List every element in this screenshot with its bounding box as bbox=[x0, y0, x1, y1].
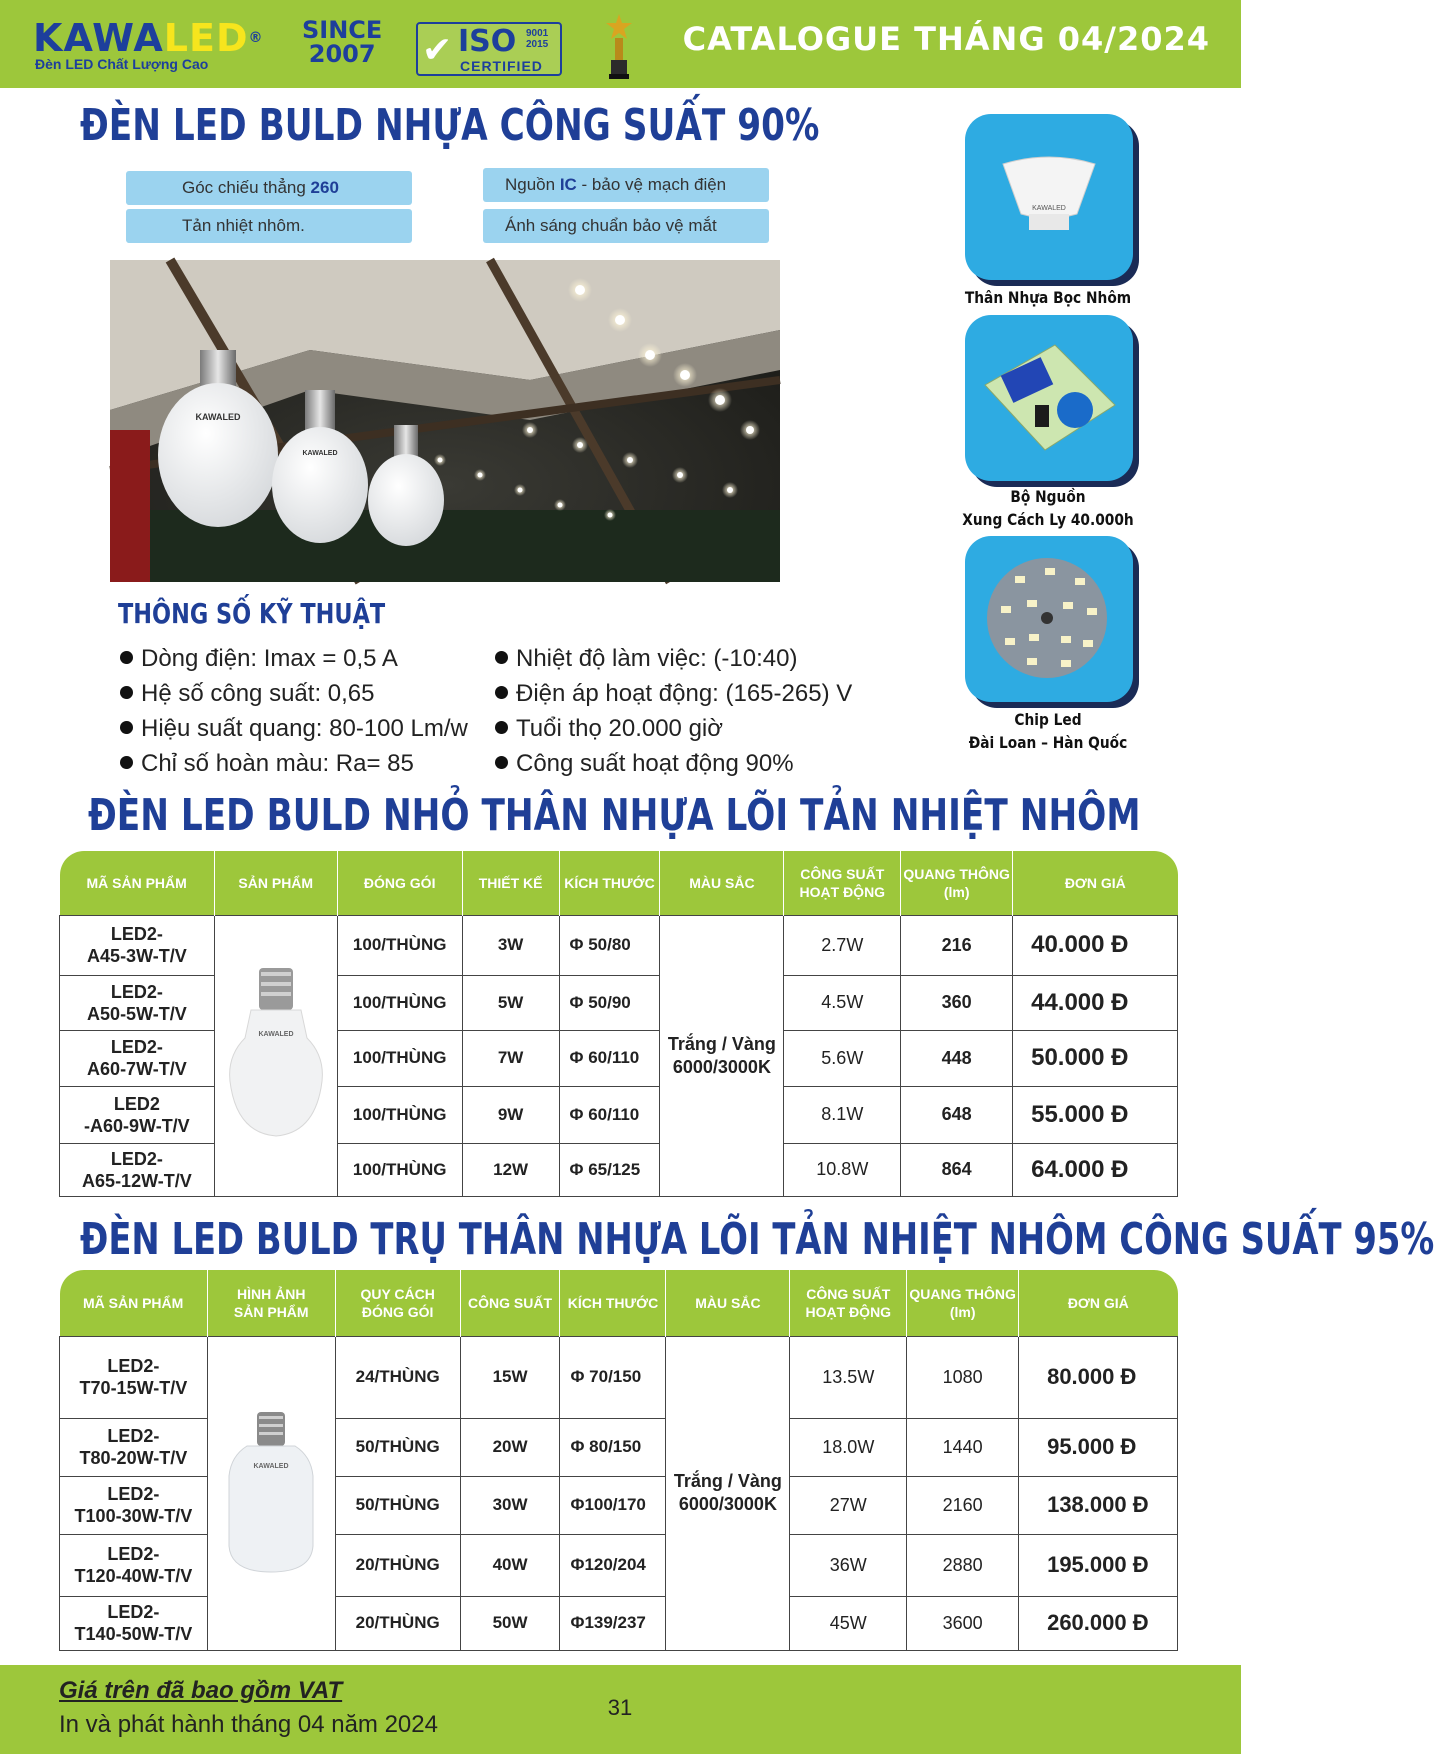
size: Φ 60/110 bbox=[559, 1030, 660, 1086]
lumen: 3600 bbox=[907, 1596, 1019, 1650]
section2-title: ĐÈN LED BULD NHỎ THÂN NHỰA LÕI TẢN NHIỆT NHÔM bbox=[88, 790, 1141, 841]
spec-temperature: Nhiệt độ làm việc: (-10:40) bbox=[495, 645, 797, 673]
price: 44.000 Đ bbox=[1013, 975, 1178, 1030]
lumen: 1080 bbox=[907, 1336, 1019, 1418]
power: 36W bbox=[790, 1534, 907, 1596]
size: Φ 80/150 bbox=[560, 1418, 666, 1476]
col-code: MÃ SẢN PHẨM bbox=[60, 1270, 208, 1336]
svg-text:KAWALED: KAWALED bbox=[1032, 205, 1066, 212]
lumen: 2160 bbox=[907, 1476, 1019, 1534]
svg-text:KAWALED: KAWALED bbox=[253, 1462, 289, 1470]
page-header bbox=[0, 0, 1241, 88]
spec-lifetime: Tuổi thọ 20.000 giờ bbox=[495, 715, 723, 743]
lumen: 648 bbox=[901, 1086, 1013, 1143]
col-pack: QUY CÁCH ĐÓNG GÓI bbox=[335, 1270, 460, 1336]
section3-title: ĐÈN LED BULD TRỤ THÂN NHỰA LÕI TẢN NHIỆT NHÔM CÔNG SUẤT 95% bbox=[80, 1214, 1434, 1265]
color-value: Trắng / Vàng 6000/3000K bbox=[660, 915, 784, 1196]
lumen: 360 bbox=[901, 975, 1013, 1030]
price: 138.000 Đ bbox=[1019, 1476, 1178, 1534]
product-image bbox=[207, 1336, 335, 1650]
watt: 15W bbox=[460, 1336, 560, 1418]
feature-tag-angle: Góc chiếu thẳng 260 bbox=[126, 171, 412, 205]
power: 45W bbox=[790, 1596, 907, 1650]
color-value: Trắng / Vàng 6000/3000K bbox=[666, 1336, 790, 1650]
pack: 50/THÙNG bbox=[335, 1476, 460, 1534]
col-lumen: QUANG THÔNG (lm) bbox=[907, 1270, 1019, 1336]
product-code: LED2 -A60-9W-T/V bbox=[60, 1086, 215, 1143]
col-design: THIẾT KẾ bbox=[462, 851, 559, 915]
table-small-bulb bbox=[59, 851, 1178, 1197]
product-code: LED2- T80-20W-T/V bbox=[60, 1418, 208, 1476]
card-plastic-body bbox=[965, 114, 1133, 280]
product-code: LED2- A50-5W-T/V bbox=[60, 975, 215, 1030]
power: 27W bbox=[790, 1476, 907, 1534]
table-header-row bbox=[60, 1270, 1178, 1336]
col-image: HÌNH ẢNH SẢN PHẨM bbox=[207, 1270, 335, 1336]
design: 9W bbox=[462, 1086, 559, 1143]
table-row bbox=[60, 915, 1178, 975]
power: 5.6W bbox=[784, 1030, 901, 1086]
power: 8.1W bbox=[784, 1086, 901, 1143]
pack: 100/THÙNG bbox=[337, 915, 462, 975]
table-header-row bbox=[60, 851, 1178, 915]
iso-certified-badge: ✔ ISO 9001 2015 CERTIFIED bbox=[416, 22, 562, 76]
bulb-image bbox=[221, 958, 331, 1148]
col-code: MÃ SẢN PHẨM bbox=[60, 851, 215, 915]
size: Φ 50/90 bbox=[559, 975, 660, 1030]
price: 64.000 Đ bbox=[1013, 1143, 1178, 1196]
svg-text:KAWALED: KAWALED bbox=[258, 1031, 294, 1038]
power: 13.5W bbox=[790, 1336, 907, 1418]
price: 55.000 Đ bbox=[1013, 1086, 1178, 1143]
price: 80.000 Đ bbox=[1019, 1336, 1178, 1418]
print-note: In và phát hành tháng 04 năm 2024 bbox=[59, 1711, 438, 1738]
col-color: MÀU SẮC bbox=[660, 851, 784, 915]
catalogue-title: CATALOGUE THÁNG 04/2024 bbox=[682, 20, 1210, 58]
kawaled-logo: KAWALED® Đèn LED Chất Lượng Cao bbox=[33, 16, 264, 72]
price: 95.000 Đ bbox=[1019, 1418, 1178, 1476]
lumen: 1440 bbox=[907, 1418, 1019, 1476]
checkmark-icon: ✔ bbox=[422, 29, 453, 70]
since-badge: SINCE 2007 bbox=[302, 16, 383, 68]
pack: 100/THÙNG bbox=[337, 975, 462, 1030]
spec-efficiency: Hiệu suất quang: 80-100 Lm/w bbox=[120, 715, 468, 743]
page-number: 31 bbox=[607, 1695, 633, 1720]
product-code: LED2- T120-40W-T/V bbox=[60, 1534, 208, 1596]
spec-power-factor: Hệ số công suất: 0,65 bbox=[120, 680, 374, 708]
watt: 30W bbox=[460, 1476, 560, 1534]
card-power-driver-caption: Bộ Nguồn Xung Cách Ly 40.000h bbox=[962, 487, 1134, 529]
size: Φ 50/80 bbox=[559, 915, 660, 975]
col-price: ĐƠN GIÁ bbox=[1013, 851, 1178, 915]
product-photo bbox=[110, 260, 780, 582]
page-footer bbox=[0, 1665, 1241, 1754]
product-code: LED2- A65-12W-T/V bbox=[60, 1143, 215, 1196]
col-watt: CÔNG SUẤT bbox=[460, 1270, 560, 1336]
col-power: CÔNG SUẤT HOẠT ĐỘNG bbox=[790, 1270, 907, 1336]
product-code: LED2- T70-15W-T/V bbox=[60, 1336, 208, 1418]
lumen: 448 bbox=[901, 1030, 1013, 1086]
col-size: KÍCH THƯỚC bbox=[559, 851, 660, 915]
card-led-chip-caption: Chip Led Đài Loan – Hàn Quốc bbox=[968, 710, 1128, 752]
feature-tag-heatsink: Tản nhiệt nhôm. bbox=[126, 209, 412, 243]
col-pack: ĐÓNG GÓI bbox=[337, 851, 462, 915]
spec-cri: Chỉ số hoàn màu: Ra= 85 bbox=[120, 750, 414, 778]
price: 260.000 Đ bbox=[1019, 1596, 1178, 1650]
product-code: LED2- A45-3W-T/V bbox=[60, 915, 215, 975]
section1-title: ĐÈN LED BULD NHỰA CÔNG SUẤT 90% bbox=[80, 100, 820, 151]
table-cylinder-bulb bbox=[59, 1270, 1178, 1651]
lumen: 864 bbox=[901, 1143, 1013, 1196]
design: 5W bbox=[462, 975, 559, 1030]
feature-tag-ic: Nguồn IC - bảo vệ mạch điện bbox=[483, 168, 769, 202]
design: 3W bbox=[462, 915, 559, 975]
size: Φ 60/110 bbox=[559, 1086, 660, 1143]
size: Φ 70/150 bbox=[560, 1336, 666, 1418]
trophy-icon bbox=[604, 14, 634, 80]
price: 40.000 Đ bbox=[1013, 915, 1178, 975]
col-size: KÍCH THƯỚC bbox=[560, 1270, 666, 1336]
lumen: 216 bbox=[901, 915, 1013, 975]
spec-current: Dòng điện: Imax = 0,5 A bbox=[120, 645, 398, 673]
feature-tag-eye: Ánh sáng chuẩn bảo vệ mắt bbox=[483, 209, 769, 243]
svg-text:KAWALED: KAWALED bbox=[195, 412, 241, 422]
design: 7W bbox=[462, 1030, 559, 1086]
logo-tagline: Đèn LED Chất Lượng Cao bbox=[35, 56, 209, 72]
vat-note: Giá trên đã bao gồm VAT bbox=[59, 1677, 343, 1704]
col-price: ĐƠN GIÁ bbox=[1019, 1270, 1178, 1336]
product-code: LED2- T140-50W-T/V bbox=[60, 1596, 208, 1650]
size: Φ 65/125 bbox=[559, 1143, 660, 1196]
card-led-chip bbox=[965, 536, 1133, 702]
lumen: 2880 bbox=[907, 1534, 1019, 1596]
card-power-driver bbox=[965, 315, 1133, 481]
design: 12W bbox=[462, 1143, 559, 1196]
size: Φ100/170 bbox=[560, 1476, 666, 1534]
product-image bbox=[214, 915, 337, 1196]
price: 195.000 Đ bbox=[1019, 1534, 1178, 1596]
pack: 100/THÙNG bbox=[337, 1030, 462, 1086]
watt: 50W bbox=[460, 1596, 560, 1650]
power: 18.0W bbox=[790, 1418, 907, 1476]
spec-voltage: Điện áp hoạt động: (165-265) V bbox=[495, 680, 852, 708]
pack: 100/THÙNG bbox=[337, 1086, 462, 1143]
table-row bbox=[60, 1336, 1178, 1418]
price: 50.000 Đ bbox=[1013, 1030, 1178, 1086]
cylinder-bulb-image bbox=[221, 1406, 321, 1576]
power: 2.7W bbox=[784, 915, 901, 975]
power: 10.8W bbox=[784, 1143, 901, 1196]
svg-text:KAWALED: KAWALED bbox=[302, 450, 338, 457]
card-plastic-body-caption: Thân Nhựa Bọc Nhôm bbox=[964, 288, 1132, 307]
power: 4.5W bbox=[784, 975, 901, 1030]
pack: 20/THÙNG bbox=[335, 1596, 460, 1650]
product-code: LED2- T100-30W-T/V bbox=[60, 1476, 208, 1534]
spec-title: THÔNG SỐ KỸ THUẬT bbox=[118, 597, 386, 630]
watt: 20W bbox=[460, 1418, 560, 1476]
col-power: CÔNG SUẤT HOẠT ĐỘNG bbox=[784, 851, 901, 915]
spec-operating-power: Công suất hoạt động 90% bbox=[495, 750, 794, 778]
size: Φ120/204 bbox=[560, 1534, 666, 1596]
col-product: SẢN PHẨM bbox=[214, 851, 337, 915]
col-color: MÀU SẮC bbox=[666, 1270, 790, 1336]
watt: 40W bbox=[460, 1534, 560, 1596]
pack: 20/THÙNG bbox=[335, 1534, 460, 1596]
size: Φ139/237 bbox=[560, 1596, 666, 1650]
pack: 24/THÙNG bbox=[335, 1336, 460, 1418]
pack: 100/THÙNG bbox=[337, 1143, 462, 1196]
pack: 50/THÙNG bbox=[335, 1418, 460, 1476]
product-code: LED2- A60-7W-T/V bbox=[60, 1030, 215, 1086]
col-lumen: QUANG THÔNG (lm) bbox=[901, 851, 1013, 915]
